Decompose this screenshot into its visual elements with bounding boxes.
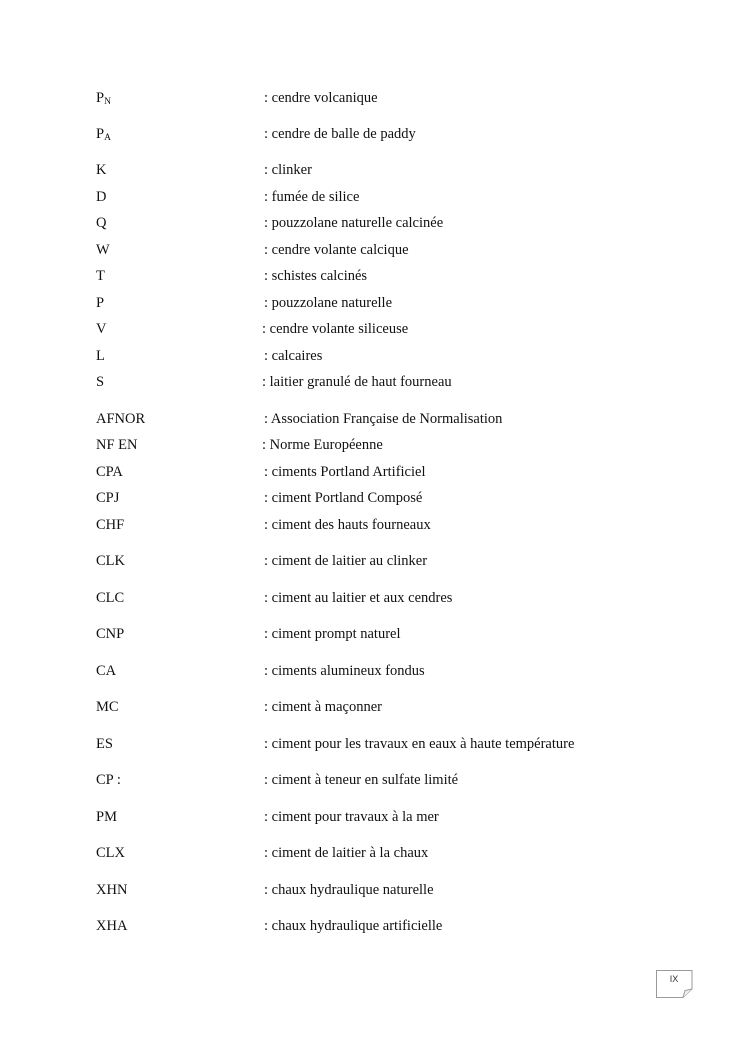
list-item [0, 124, 745, 144]
list-item [0, 409, 745, 429]
definition: : cendre volante siliceuse [262, 321, 409, 337]
definition: : pouzzolane naturelle calcinée [264, 215, 444, 231]
abbreviation: ES [96, 736, 113, 752]
list-item [0, 88, 745, 108]
abbreviation: Q [96, 215, 107, 231]
definition: : pouzzolane naturelle [264, 295, 393, 311]
definition: : clinker [264, 162, 312, 178]
list-item [0, 624, 745, 644]
definition: : ciment de laitier à la chaux [264, 845, 429, 861]
abbreviation: CLC [96, 590, 125, 606]
list-item [0, 515, 745, 535]
list-item [0, 807, 745, 827]
abbreviation: CHF [96, 517, 125, 533]
definition: : Association Française de Normalisation [264, 411, 503, 427]
list-item [0, 588, 745, 608]
abbreviation: P [96, 295, 105, 311]
abbreviation: S [96, 374, 105, 390]
abbreviation: MC [96, 699, 119, 715]
abbreviation: $P_N$ [96, 90, 111, 107]
definition: : chaux hydraulique naturelle [264, 882, 434, 898]
list-item [0, 661, 745, 681]
abbreviation: CPA [96, 464, 123, 480]
definition: : laitier granulé de haut fourneau [262, 374, 452, 390]
list-item [0, 843, 745, 863]
abbreviation: CP : [96, 772, 121, 788]
definition: : ciment à teneur en sulfate limité [264, 772, 459, 788]
list-item [0, 293, 745, 313]
abbreviation: K [96, 162, 107, 178]
definition: : ciment de laitier au clinker [264, 553, 428, 569]
list-item [0, 266, 745, 286]
page-number-box [656, 970, 692, 997]
abbreviation: AFNOR [96, 411, 146, 427]
abbreviation: W [96, 242, 110, 258]
definition: : fumée de silice [264, 189, 360, 205]
definition: : ciment des hauts fourneaux [264, 517, 431, 533]
page-number: IX [669, 974, 679, 984]
definition: : ciments Portland Artificiel [264, 464, 426, 480]
list-item [0, 240, 745, 260]
list-item [0, 346, 745, 366]
abbreviation: T [96, 268, 105, 284]
definition: : calcaires [264, 348, 323, 364]
abbreviation: CNP [96, 626, 125, 642]
list-item [0, 697, 745, 717]
abbreviation: XHN [96, 882, 128, 898]
abbreviation: NF EN [96, 437, 138, 453]
definition: : cendre de balle de paddy [264, 126, 416, 142]
definition: : Norme Européenne [262, 437, 383, 453]
list-item [0, 435, 745, 455]
definition: : ciment Portland Composé [264, 490, 423, 506]
list-item [0, 213, 745, 233]
list-item [0, 187, 745, 207]
definition: : ciment pour travaux à la mer [264, 809, 439, 825]
abbreviation: V [96, 321, 107, 337]
definition: : schistes calcinés [264, 268, 368, 284]
abbreviation: XHA [96, 918, 128, 934]
list-item [0, 916, 745, 936]
definition: : chaux hydraulique artificielle [264, 918, 443, 934]
abbreviation: D [96, 189, 107, 205]
abbreviation: CPJ [96, 490, 120, 506]
definition: : cendre volante calcique [264, 242, 409, 258]
definition: : ciment prompt naturel [264, 626, 401, 642]
abbreviation: $P_A$ [96, 126, 111, 143]
list-item [0, 770, 745, 790]
list-item [0, 880, 745, 900]
definition: : ciment pour les travaux en eaux à haute température [264, 736, 575, 752]
definition: : ciment à maçonner [264, 699, 382, 715]
abbreviation: L [96, 348, 105, 364]
definition: : ciment au laitier et aux cendres [264, 590, 453, 606]
definition: : cendre volcanique [264, 90, 378, 106]
abbreviation: CA [96, 663, 117, 679]
list-item [0, 488, 745, 508]
list-item [0, 551, 745, 571]
abbreviation: CLX [96, 845, 125, 861]
definition: : ciments alumineux fondus [264, 663, 425, 679]
list-item [0, 462, 745, 482]
list-item [0, 160, 745, 180]
abbreviation: CLK [96, 553, 125, 569]
list-item [0, 734, 745, 754]
abbreviation: PM [96, 809, 117, 825]
list-item [0, 319, 745, 339]
list-item [0, 372, 745, 392]
